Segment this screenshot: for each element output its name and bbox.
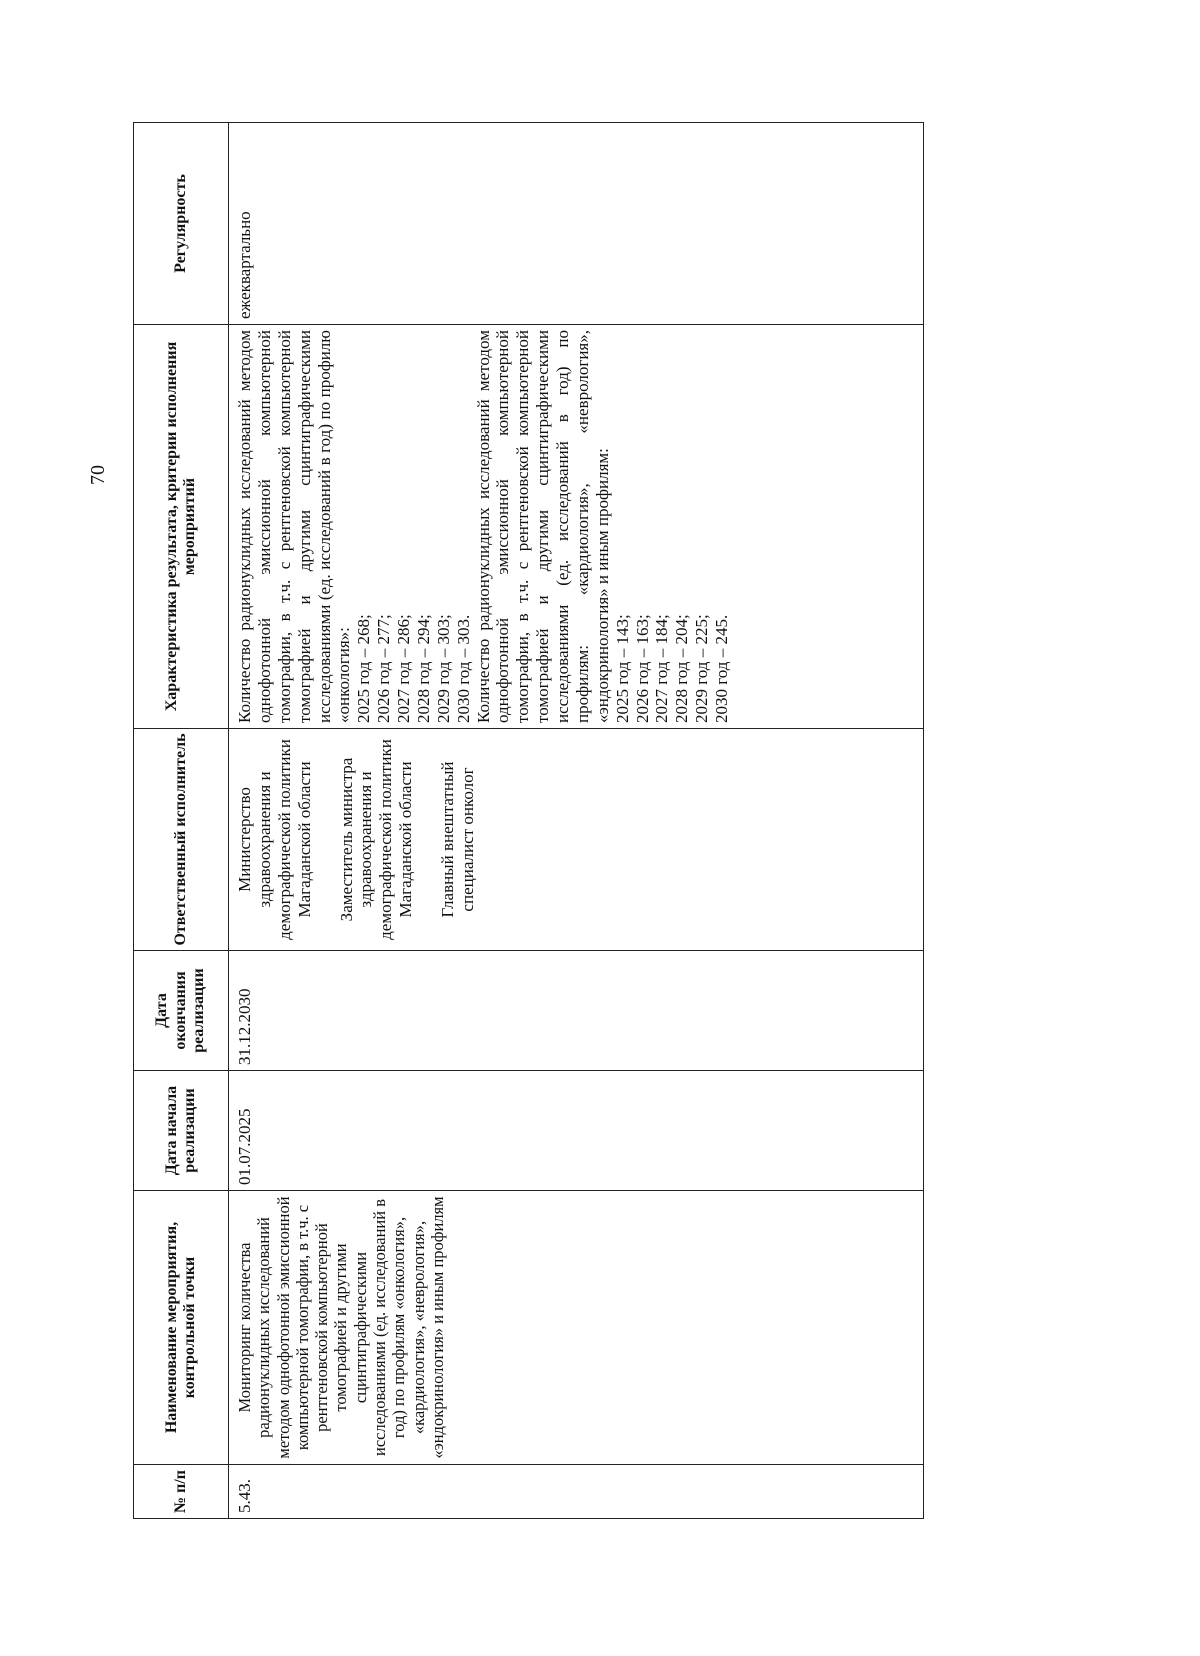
cell-regularity: ежеквартально <box>229 123 924 325</box>
result-other-2025: 2025 год – 143; <box>612 614 632 723</box>
header-num: № п/п <box>134 1465 229 1519</box>
page-number: 70 <box>87 465 109 485</box>
cell-num: 5.43. <box>229 1465 924 1519</box>
cell-end-date: 31.12.2030 <box>229 951 924 1071</box>
responsible-ministry: Министерство здравоохранения и демографической политики Магаданской области <box>235 739 314 940</box>
cell-result <box>229 325 924 729</box>
cell-name: Мониторинг количества радионуклидных исследований методом однофотонной эмиссионной компьютерной томографии, в т.ч. с рентгеновской компьютерной томографией и другими сцинтиграфическими исследованиями (ед. исследований в год) по профилям «онкология», «кардиология», «неврология», «эндокринология» и иным профилям <box>229 1191 924 1465</box>
header-regularity: Регулярность <box>134 123 229 325</box>
result-oncology-2029: 2029 год – 303; <box>433 614 453 723</box>
header-name: Наименование мероприятия, контрольной точки <box>134 1191 229 1465</box>
result-other-2029: 2029 год – 225; <box>692 614 712 723</box>
result-other-2030: 2030 год – 245. <box>712 614 731 723</box>
header-start-date: Дата начала реализации <box>134 1071 229 1191</box>
responsible-deputy-minister: Заместитель министра здравоохранения и демографической политики Магаданской области <box>336 739 416 940</box>
result-oncology-2030: 2030 год – 303. <box>453 614 473 723</box>
events-table <box>133 122 924 1519</box>
table-header-row <box>134 123 229 1519</box>
result-oncology-2026: 2026 год – 277; <box>374 614 394 723</box>
header-responsible: Ответственный исполнитель <box>134 729 229 951</box>
result-oncology-text: Количество радионуклидных исследований методом однофотонной эмиссионной компьютерной томографии, в т.ч. с рентгеновской компьютерной томографией и другими сцинтиграфическими исследованиями (ед. исследований в год) по профилю «онкология»: <box>235 330 354 723</box>
result-other-2028: 2028 год – 204; <box>672 614 692 723</box>
result-oncology-2025: 2025 год – 268; <box>354 614 374 723</box>
result-oncology-2027: 2027 год – 286; <box>394 614 413 723</box>
result-oncology-2028: 2028 год – 294; <box>413 614 433 723</box>
result-other-2026: 2026 год – 163; <box>632 614 652 723</box>
header-end-date: Дата окончания реализации <box>134 951 229 1071</box>
result-other-profiles-text: Количество радионуклидных исследований методом однофотонной эмиссионной компьютерной томографии, в т.ч. с рентгеновской компьютерной томографией и другими сцинтиграфическими исследованиями (ед. исследований в год) по профилям: «кардиология», «неврология», «эндокринология» и иным профилям: <box>473 330 612 723</box>
cell-responsible <box>229 729 924 951</box>
responsible-chief-oncologist: Главный внештатный специалист онколог <box>438 761 477 918</box>
rotated-table-container <box>133 123 924 1519</box>
cell-start-date: 01.07.2025 <box>229 1071 924 1191</box>
table-row <box>229 123 924 1519</box>
result-other-2027: 2027 год – 184; <box>652 614 672 723</box>
header-result: Характеристика результата, критерии исполнения мероприятий <box>134 325 229 729</box>
